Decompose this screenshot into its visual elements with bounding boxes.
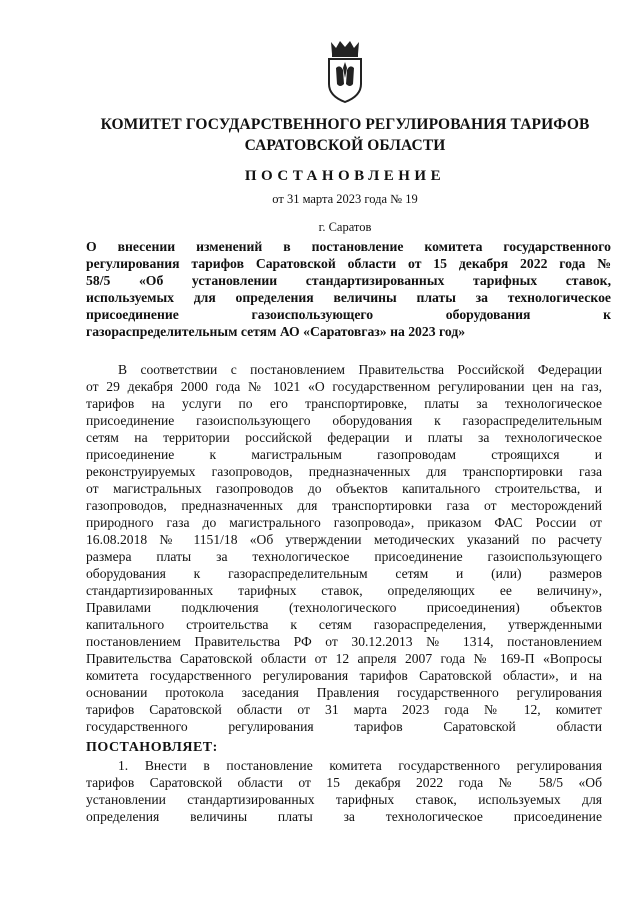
item-1-line: определения величины платы за технологическое присоединение bbox=[86, 809, 602, 824]
body-line: тарифов Саратовской области от 31 марта 2023 года № 12, комитет bbox=[86, 702, 602, 717]
body-line: В соответствии с постановлением Правительства Российской Федерации bbox=[118, 362, 602, 377]
body-line: природного газа до магистрального газопровода», приказом ФАС России от bbox=[86, 515, 602, 530]
body-line: от 29 декабря 2000 года № 1021 «О государственном регулировании цен на газ, bbox=[86, 379, 602, 394]
item-1-line: 1. Внести в постановление комитета государственного регулирования bbox=[118, 758, 602, 773]
title-line: регулирования тарифов Саратовской области от 15 декабря 2022 года № bbox=[86, 256, 611, 271]
body-line: газопроводов, предназначенных для транспортировки газа от месторождений bbox=[86, 498, 602, 513]
document-city: г. Саратов bbox=[318, 220, 372, 234]
title-line: 58/5 «Об установлении стандартизированных тарифных ставок, bbox=[86, 273, 611, 288]
body-line: сетям на территории российской федерации и платы за технологическое bbox=[86, 430, 602, 445]
body-line: постановлением Правительства РФ от 30.12.2013 № 1314, постановлением bbox=[86, 634, 602, 649]
body-line: размера платы за технологическое присоединение газоиспользующего bbox=[86, 549, 602, 564]
title-line: О внесении изменений в постановление комитета государственного bbox=[86, 239, 611, 254]
item-1-line: установлении стандартизированных тарифных ставок, используемых для bbox=[86, 792, 602, 807]
committee-name-line2: САРАТОВСКОЙ ОБЛАСТИ bbox=[244, 137, 446, 154]
body-line: капитального строительства к сетям газораспределения, утвержденными bbox=[86, 617, 602, 632]
body-line: 16.08.2018 № 1151/18 «Об утверждении методических указаний по расчету bbox=[86, 532, 602, 547]
document-type: ПОСТАНОВЛЕНИЕ bbox=[244, 168, 446, 184]
body-line: стандартизированных тарифных ставок, определяющих ее величину», bbox=[86, 583, 602, 598]
committee-name-line1: КОМИТЕТ ГОСУДАРСТВЕННОГО РЕГУЛИРОВАНИЯ ТАРИФОВ bbox=[100, 116, 590, 133]
item-1-line: тарифов Саратовской области от 15 декабря 2022 года № 58/5 «Об bbox=[86, 775, 602, 790]
title-line: используемых для определения величины платы за технологическое bbox=[86, 290, 611, 305]
body-line: основании протокола заседания Правления государственного регулирования bbox=[86, 685, 602, 700]
body-line: тарифов на услуги по его транспортировке, платы за технологическое bbox=[86, 396, 602, 411]
body-line: оборудования к газораспределительным сетям и (или) размеров bbox=[86, 566, 602, 581]
body-line: присоединение к магистральным газопроводам строящихся и bbox=[86, 447, 602, 462]
body-line: Правилами подключения (технологического присоединения) объектов bbox=[86, 600, 602, 615]
document-date-number: от 31 марта 2023 года № 19 bbox=[272, 192, 418, 206]
body-line: присоединение газоиспользующего оборудования к газораспределительным bbox=[86, 413, 602, 428]
title-line: газораспределительным сетям АО «Саратовгаз» на 2023 год» bbox=[86, 324, 466, 339]
body-line: комитета государственного регулирования тарифов Саратовской области», и на bbox=[86, 668, 602, 683]
resolves-heading: ПОСТАНОВЛЯЕТ: bbox=[86, 740, 218, 755]
body-line: от магистральных газопроводов до объектов капитального строительства, и bbox=[86, 481, 602, 496]
title-line: присоединение газоиспользующего оборудования к bbox=[86, 307, 611, 322]
body-line: государственного регулирования тарифов Саратовской области bbox=[86, 719, 602, 734]
body-line: реконструируемых газопроводов, предназначенных для транспортировки газа bbox=[86, 464, 602, 479]
body-line: Правительства Саратовской области от 12 апреля 2007 года № 169-П «Вопросы bbox=[86, 651, 602, 666]
coat-of-arms-icon bbox=[323, 38, 367, 104]
